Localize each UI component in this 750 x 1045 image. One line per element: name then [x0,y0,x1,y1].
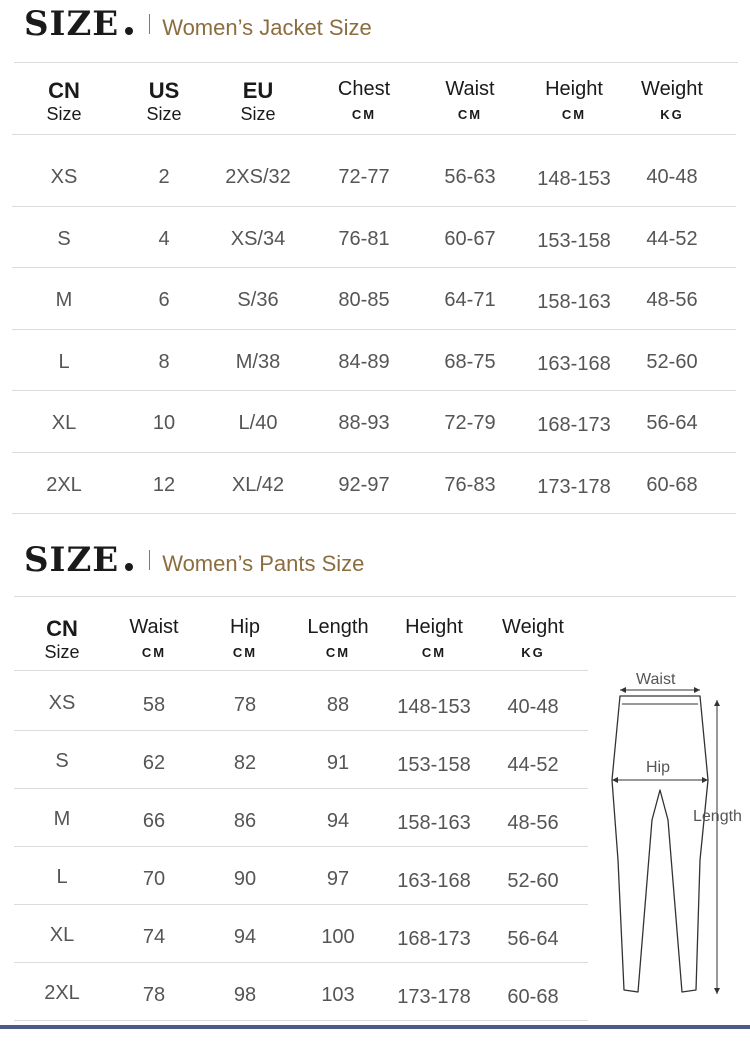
divider [14,596,736,597]
table-cell: 94 [233,926,257,948]
table-cell: 168-173 [537,414,611,436]
table-cell: XS [50,166,78,188]
column-unit: CM [325,645,351,660]
column-header: Weight [502,616,564,638]
jacket-subtitle: Women’s Jacket Size [162,15,372,40]
table-cell: 148-153 [397,696,471,718]
table-cell: 88 [326,694,350,716]
table-cell: M [55,289,73,311]
table-cell: 48-56 [507,812,559,834]
table-cell: S [55,750,69,772]
table-cell: 88-93 [338,412,390,434]
table-cell: 2XS/32 [225,166,291,188]
column-header: Waist [445,78,495,100]
table-cell: 52-60 [507,870,559,892]
table-cell: 60-67 [444,227,496,250]
table-cell: 74 [142,926,166,948]
bottom-accent-bar [0,1025,750,1029]
row-divider [12,267,736,268]
table-cell: 163-168 [537,352,611,375]
table-cell: S [57,227,71,250]
table-cell: 2 [158,166,170,188]
jacket-section-title [24,4,372,44]
column-header-sub: Size [240,104,276,124]
column-unit: CM [141,645,167,660]
table-cell: 62 [142,752,166,774]
table-cell: M [53,808,71,830]
table-cell: 68-75 [444,350,496,373]
table-cell: 56-63 [444,166,496,188]
table-cell: L/40 [238,412,278,434]
diagram-length-label: Length [693,808,742,825]
table-cell: XS [48,692,76,714]
column-unit: CM [457,107,483,122]
header-divider [14,670,588,671]
table-cell: 44-52 [646,227,698,250]
table-cell: 56-64 [507,928,559,950]
table-cell: L [58,350,70,373]
table-cell: 44-52 [507,754,559,776]
table-cell: 92-97 [338,473,390,496]
table-cell: 153-158 [397,754,471,776]
table-cell: 80-85 [338,289,390,311]
table-cell: XL [51,412,77,434]
row-divider [14,904,588,905]
table-cell: 98 [233,984,257,1006]
table-cell: 72-79 [444,412,496,434]
table-cell: 4 [158,227,170,250]
table-cell: 72-77 [338,166,390,188]
row-divider [12,513,736,514]
column-header-sub: Size [46,104,82,124]
column-unit: CM [232,645,258,660]
table-cell: 66 [142,810,166,832]
column-unit: KG [521,645,545,660]
table-cell: 2XL [44,982,80,1004]
diagram-hip-label: Hip [646,759,671,776]
table-cell: 163-168 [397,870,471,892]
table-cell: 86 [233,810,257,832]
title-divider [149,550,150,570]
column-header: Length [307,616,369,638]
column-unit: CM [561,107,587,122]
table-cell: M/38 [235,350,281,373]
table-cell: XL [49,924,75,946]
divider [14,62,738,63]
table-cell: 52-60 [646,350,698,373]
column-unit: CM [421,645,447,660]
pants-outline-icon [596,660,750,1010]
row-divider [14,1020,588,1021]
column-header: Height [405,616,463,638]
table-cell: 6 [158,289,170,311]
table-cell: 97 [326,868,350,890]
column-header: CN [46,616,78,641]
table-cell: 70 [142,868,166,890]
column-header: EU [242,78,274,103]
table-cell: 56-64 [646,412,698,434]
column-header-sub: Size [44,642,80,662]
table-cell: 84-89 [338,350,390,373]
pants-subtitle: Women’s Pants Size [162,551,365,576]
table-cell: 158-163 [397,812,471,834]
table-cell: 40-48 [507,696,559,718]
header-divider [12,134,736,135]
table-cell: L [56,866,68,888]
table-cell: 2XL [46,473,82,496]
table-cell: 64-71 [444,289,496,311]
table-cell: 78 [233,694,257,716]
column-header: Hip [229,616,260,638]
row-divider [14,846,588,847]
pants-size-word: SIZE [24,540,120,580]
table-cell: 173-178 [397,986,471,1008]
table-cell: 8 [158,350,170,373]
diagram-waist-label: Waist [636,671,676,688]
table-cell: 91 [326,752,350,774]
table-cell: 90 [233,868,257,890]
column-header: Height [545,78,603,100]
table-cell: 60-68 [646,473,698,496]
table-cell: 12 [152,473,176,496]
title-dot [125,27,133,35]
table-cell: 168-173 [397,928,471,950]
table-cell: 58 [142,694,166,716]
row-divider [14,962,588,963]
table-cell: 76-81 [338,227,390,250]
column-header: US [148,78,180,103]
row-divider [14,730,588,731]
column-header: CN [48,78,80,103]
title-divider [149,14,150,34]
column-header-sub: Size [146,104,182,124]
table-cell: 148-153 [537,168,611,190]
column-header: Waist [129,616,179,638]
table-cell: XL/42 [231,473,285,496]
column-unit: KG [660,107,684,122]
row-divider [12,452,736,453]
table-cell: 173-178 [537,475,611,498]
table-cell: 10 [152,412,176,434]
row-divider [14,788,588,789]
column-unit: CM [351,107,377,122]
table-cell: 153-158 [537,229,611,252]
table-cell: 40-48 [646,166,698,188]
table-cell: 60-68 [507,986,559,1008]
pants-section-title [24,540,364,580]
table-cell: 158-163 [537,291,611,313]
table-cell: 48-56 [646,289,698,311]
jacket-size-word: SIZE [24,4,120,44]
row-divider [12,329,736,330]
table-cell: S/36 [237,289,279,311]
table-cell: 103 [321,984,355,1006]
table-cell: 78 [142,984,166,1006]
column-header: Weight [641,78,703,100]
table-cell: XS/34 [230,227,286,250]
row-divider [12,206,736,207]
table-cell: 94 [326,810,350,832]
title-dot [125,563,133,571]
table-cell: 82 [233,752,257,774]
table-cell: 100 [321,926,355,948]
column-header: Chest [337,78,391,100]
table-cell: 76-83 [444,473,496,496]
row-divider [12,390,736,391]
